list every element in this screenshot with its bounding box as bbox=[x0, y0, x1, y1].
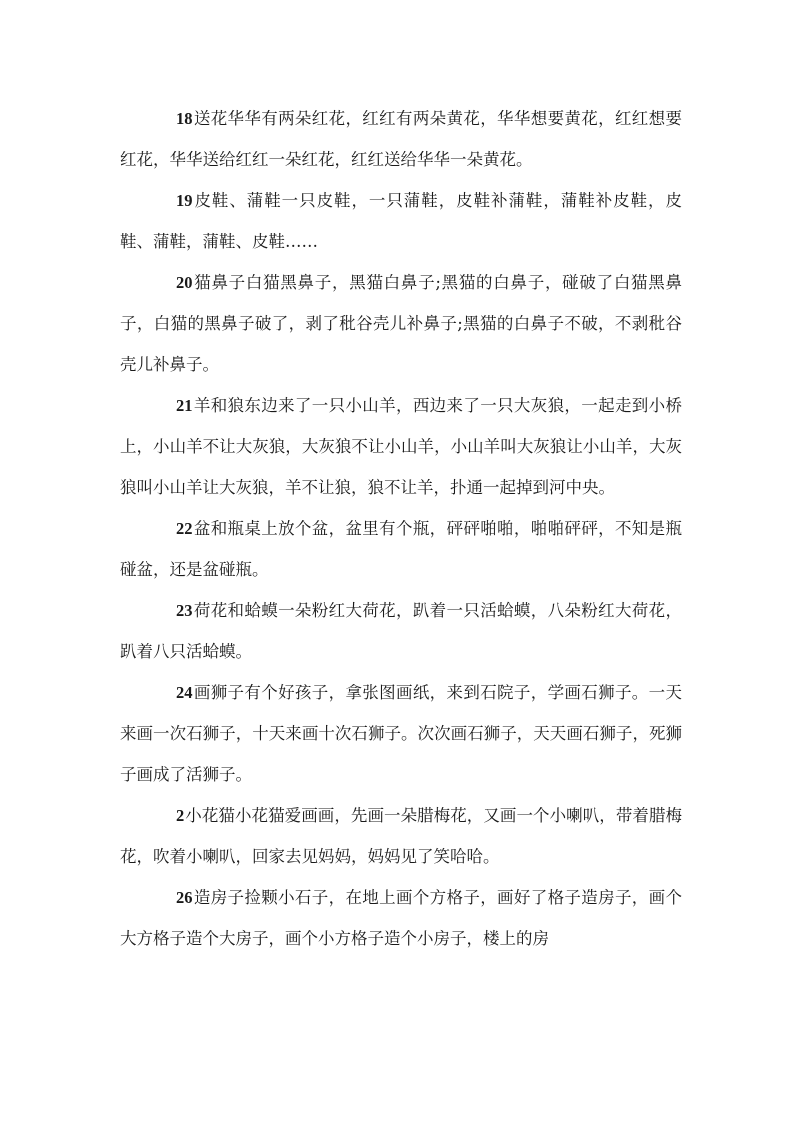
paragraph-text: 盆和瓶桌上放个盆，盆里有个瓶，砰砰啪啪，啪啪砰砰，不知是瓶碰盆，还是盆碰瓶。 bbox=[120, 519, 682, 579]
paragraph-text: 小花猫小花猫爱画画，先画一朵腊梅花，又画一个小喇叭，带着腊梅花，吹着小喇叭，回家去见妈妈，妈妈见了笑哈哈。 bbox=[120, 806, 682, 866]
paragraph-number: 26 bbox=[176, 888, 193, 907]
paragraph-number: 2 bbox=[176, 806, 185, 825]
paragraph-text: 送花华华有两朵红花，红红有两朵黄花，华华想要黄花，红红想要红花，华华送给红红一朵红花，红红送给华华一朵黄花。 bbox=[120, 109, 682, 169]
paragraph-text: 猫鼻子白猫黑鼻子，黑猫白鼻子;黑猫的白鼻子，碰破了白猫黑鼻子，白猫的黑鼻子破了，剥了秕谷壳儿补鼻子;黑猫的白鼻子不破，不剥秕谷壳儿补鼻子。 bbox=[120, 273, 682, 374]
paragraph-23 bbox=[120, 590, 682, 672]
paragraph-number: 23 bbox=[176, 601, 193, 620]
paragraph-26 bbox=[120, 877, 682, 959]
paragraph-number: 21 bbox=[176, 396, 193, 415]
paragraph-number: 22 bbox=[176, 519, 193, 538]
paragraph-24 bbox=[120, 672, 682, 795]
paragraph-text: 造房子捡颗小石子，在地上画个方格子，画好了格子造房子，画个大方格子造个大房子，画个小方格子造个小房子，楼上的房 bbox=[120, 888, 682, 948]
paragraph-number: 20 bbox=[176, 273, 193, 292]
paragraph-number: 19 bbox=[176, 191, 193, 210]
paragraph-text: 画狮子有个好孩子，拿张图画纸，来到石院子，学画石狮子。一天来画一次石狮子，十天来画十次石狮子。次次画石狮子，天天画石狮子，死狮子画成了活狮子。 bbox=[120, 683, 682, 784]
document-body bbox=[120, 98, 682, 959]
paragraph-text: 皮鞋、蒲鞋一只皮鞋，一只蒲鞋，皮鞋补蒲鞋，蒲鞋补皮鞋，皮鞋、蒲鞋，蒲鞋、皮鞋…… bbox=[120, 191, 682, 251]
paragraph-number: 18 bbox=[176, 109, 193, 128]
paragraph-25 bbox=[120, 795, 682, 877]
paragraph-21 bbox=[120, 385, 682, 508]
paragraph-19 bbox=[120, 180, 682, 262]
paragraph-20 bbox=[120, 262, 682, 385]
paragraph-text: 羊和狼东边来了一只小山羊，西边来了一只大灰狼，一起走到小桥上，小山羊不让大灰狼，大灰狼不让小山羊，小山羊叫大灰狼让小山羊，大灰狼叫小山羊让大灰狼，羊不让狼，狼不让羊，扑通一起掉到河中央。 bbox=[120, 396, 682, 497]
paragraph-number: 24 bbox=[176, 683, 193, 702]
paragraph-22 bbox=[120, 508, 682, 590]
paragraph-text: 荷花和蛤蟆一朵粉红大荷花，趴着一只活蛤蟆，八朵粉红大荷花，趴着八只活蛤蟆。 bbox=[120, 601, 682, 661]
paragraph-18 bbox=[120, 98, 682, 180]
